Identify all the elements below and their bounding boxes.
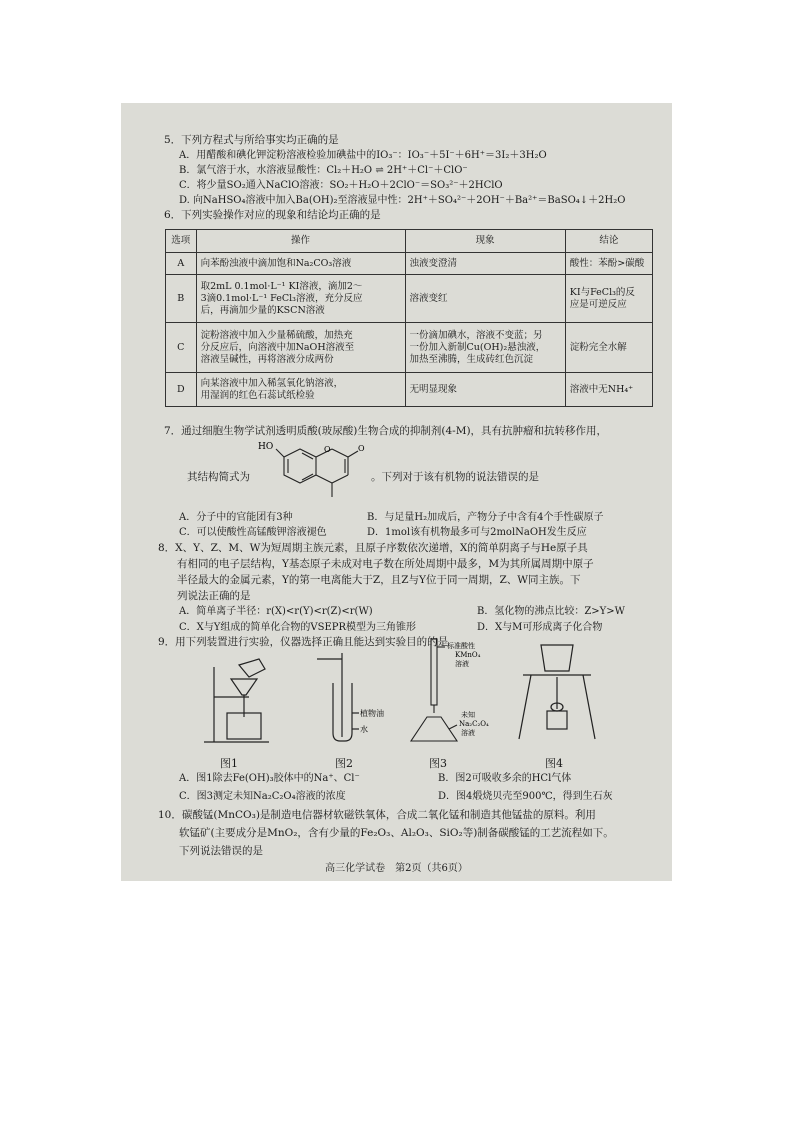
- table-cell: 无明显现象: [405, 373, 565, 407]
- q8-option-b: B．氢化物的沸点比较：Z>Y>W: [477, 606, 625, 617]
- q10-stem-3: 下列说法错误的是: [179, 845, 263, 857]
- cell-line: 淀粉溶液中加入少量稀硫酸，加热充: [200, 329, 353, 341]
- q7-option-c: C．可以使酸性高锰酸钾溶液褪色: [179, 527, 327, 538]
- oil-layer-label: 植物油: [360, 709, 384, 718]
- q7-stem: 7．通过细胞生物学试剂透明质酸(玻尿酸)生物合成的抑制剂(4-M)，具有抗肿瘤和抗转移作用，: [164, 425, 608, 437]
- q6-table: [165, 229, 653, 407]
- table-cell: C: [166, 323, 197, 373]
- q7-structure-prefix: 其结构简式为: [187, 471, 250, 483]
- table-cell: A: [166, 253, 197, 275]
- q9-stem: 9．用下列装置进行实验，仪器选择正确且能达到实验目的的是: [158, 636, 449, 648]
- figure-1-filtration-apparatus: [199, 657, 279, 747]
- q8-stem-3: 半径最大的金属元素，Y的第一电离能大于Z，且Z与Y位于同一周期，Z、W同主族。下: [177, 574, 581, 586]
- figure-3-titration-apparatus: [411, 637, 521, 747]
- table-cell: [196, 373, 405, 407]
- standard-solution-label: 标准酸性: [447, 642, 475, 650]
- q9-option-d: D．图4煅烧贝壳至900℃，得到生石灰: [438, 791, 613, 802]
- table-header: 操作: [196, 230, 405, 253]
- cell-line: 取2mL 0.1mol·L⁻¹ KI溶液，滴加2～: [200, 280, 363, 292]
- q8-option-a: A．简单离子半径：r(X)<r(Y)<r(Z)<r(W): [179, 606, 373, 617]
- na2c2o4-label: Na₂C₂O₄: [459, 720, 489, 728]
- q6-stem: 6．下列实验操作对应的现象和结论均正确的是: [164, 209, 381, 221]
- table-header: 选项: [166, 230, 197, 253]
- exam-page: [121, 103, 672, 881]
- q10-stem-2: 软锰矿(主要成分是MnO₂，含有少量的Fe₂O₃、Al₂O₃、SiO₂等)制备碳酸锰的工艺流程如下。: [179, 827, 614, 839]
- cell-line: 分反应后，向溶液中加NaOH溶液至: [200, 341, 355, 353]
- q5-option-c: C．将少量SO₂通入NaClO溶液：SO₂＋H₂O＋2ClO⁻＝SO₃²⁻＋2HClO: [179, 180, 503, 191]
- q8-stem-1: 8．X、Y、Z、M、W为短周期主族元素，且原子序数依次递增，X的简单阴离子与He原子具: [158, 542, 588, 554]
- q9-option-c: C．图3测定未知Na₂C₂O₄溶液的浓度: [179, 791, 346, 802]
- cell-line: 后，再滴加少量的KSCN溶液: [200, 304, 325, 316]
- q5-option-b: B．氯气溶于水，水溶液显酸性：Cl₂＋H₂O ⇌ 2H⁺＋Cl⁻＋ClO⁻: [179, 165, 468, 176]
- water-layer-label: 水: [360, 725, 368, 734]
- figure-1-label: 图1: [220, 757, 238, 770]
- q5-stem: 5．下列方程式与所给事实均正确的是: [164, 134, 339, 146]
- table-header: 现象: [405, 230, 565, 253]
- table-cell: B: [166, 275, 197, 323]
- cell-line: 应是可逆反应: [569, 298, 627, 310]
- table-cell: [565, 275, 652, 323]
- table-cell: 溶液中无NH₄⁺: [565, 373, 652, 407]
- table-header: 结论: [565, 230, 652, 253]
- figure-2-absorption-tube: [315, 653, 385, 743]
- q9-option-a: A．图1除去Fe(OH)₃胶体中的Na⁺、Cl⁻: [179, 773, 360, 784]
- cell-line: 加热至沸腾，生成砖红色沉淀: [409, 353, 534, 365]
- cell-line: 一份加入新制Cu(OH)₂悬浊液，: [409, 341, 546, 353]
- hydroxyl-label: HO: [258, 442, 274, 452]
- table-cell: D: [166, 373, 197, 407]
- q8-option-c: C．X与Y组成的简单化合物的VSEPR模型为三角锥形: [179, 622, 417, 633]
- q8-option-d: D．X与M可形成离子化合物: [477, 622, 603, 633]
- figure-2-label: 图2: [335, 757, 353, 770]
- table-row: [166, 323, 653, 373]
- q7-option-d: D．1mol该有机物最多可与2molNaOH发生反应: [367, 527, 587, 538]
- q7-option-a: A．分子中的官能团有3种: [179, 512, 293, 523]
- table-cell: [405, 323, 565, 373]
- table-cell: 向苯酚浊液中滴加饱和Na₂CO₃溶液: [196, 253, 405, 275]
- carbonyl-oxygen-label: O: [358, 444, 365, 453]
- analyte-solution-label: 溶液: [461, 729, 475, 737]
- figure-4-label: 图4: [545, 757, 563, 770]
- cell-line: KI与FeCl₃的反: [569, 286, 635, 298]
- q8-stem-2: 有相同的电子层结构，Y基态原子未成对电子数在所处周期中最多，M为其所属周期中原子: [177, 558, 594, 570]
- q7-stem-end: 。下列对于该有机物的说法错误的是: [371, 471, 539, 483]
- table-cell: [196, 323, 405, 373]
- q8-stem-4: 列说法正确的是: [177, 590, 251, 602]
- table-row: [166, 275, 653, 323]
- q5-option-d: D. 向NaHSO₄溶液中加入Ba(OH)₂至溶液显中性：2H⁺＋SO₄²⁻＋2OH⁻＋Ba²⁺＝BaSO₄↓＋2H₂O: [179, 195, 626, 206]
- q7-option-b: B．与足量H₂加成后，产物分子中含有4个手性碳原子: [367, 512, 604, 523]
- cell-line: 一份滴加碘水，溶液不变蓝；另: [409, 329, 543, 341]
- cell-line: 3滴0.1mol·L⁻¹ FeCl₃溶液，充分反应: [200, 292, 363, 304]
- table-cell: [196, 275, 405, 323]
- table-cell: 浊液变澄清: [405, 253, 565, 275]
- ring-oxygen-label: O: [324, 445, 331, 454]
- table-cell: 酸性：苯酚>碳酸: [565, 253, 652, 275]
- q5-option-a: A．用醋酸和碘化钾淀粉溶液检验加碘盐中的IO₃⁻：IO₃⁻＋5I⁻＋6H⁺＝3I₂＋3H₂O: [179, 150, 547, 161]
- cell-line: 用湿润的红色石蕊试纸检验: [200, 389, 315, 401]
- table-row: [166, 373, 653, 407]
- q9-option-b: B．图2可吸收多余的HCl气体: [438, 773, 572, 784]
- figure-4-crucible-heating: [517, 643, 597, 743]
- cell-line: 溶液呈碱性，再将溶液分成两份: [200, 353, 334, 365]
- table-row: [166, 253, 653, 275]
- table-cell: 溶液变红: [405, 275, 565, 323]
- cell-line: 向某溶液中加入稀氢氧化钠溶液，: [200, 377, 344, 389]
- figure-3-label: 图3: [429, 757, 447, 770]
- kmno4-label: KMnO₄: [455, 651, 481, 659]
- table-header-row: [166, 230, 653, 253]
- table-cell: 淀粉完全水解: [565, 323, 652, 373]
- page-footer: 高三化学试卷 第2页（共6页）: [325, 863, 468, 874]
- coumarin-structure-diagram: [258, 441, 366, 503]
- unknown-label: 未知: [461, 711, 475, 719]
- q10-stem-1: 10．碳酸锰(MnCO₃)是制造电信器材软磁铁氧体，合成二氧化锰和制造其他锰盐的原料。利用: [158, 809, 596, 821]
- solution-label: 溶液: [455, 660, 469, 668]
